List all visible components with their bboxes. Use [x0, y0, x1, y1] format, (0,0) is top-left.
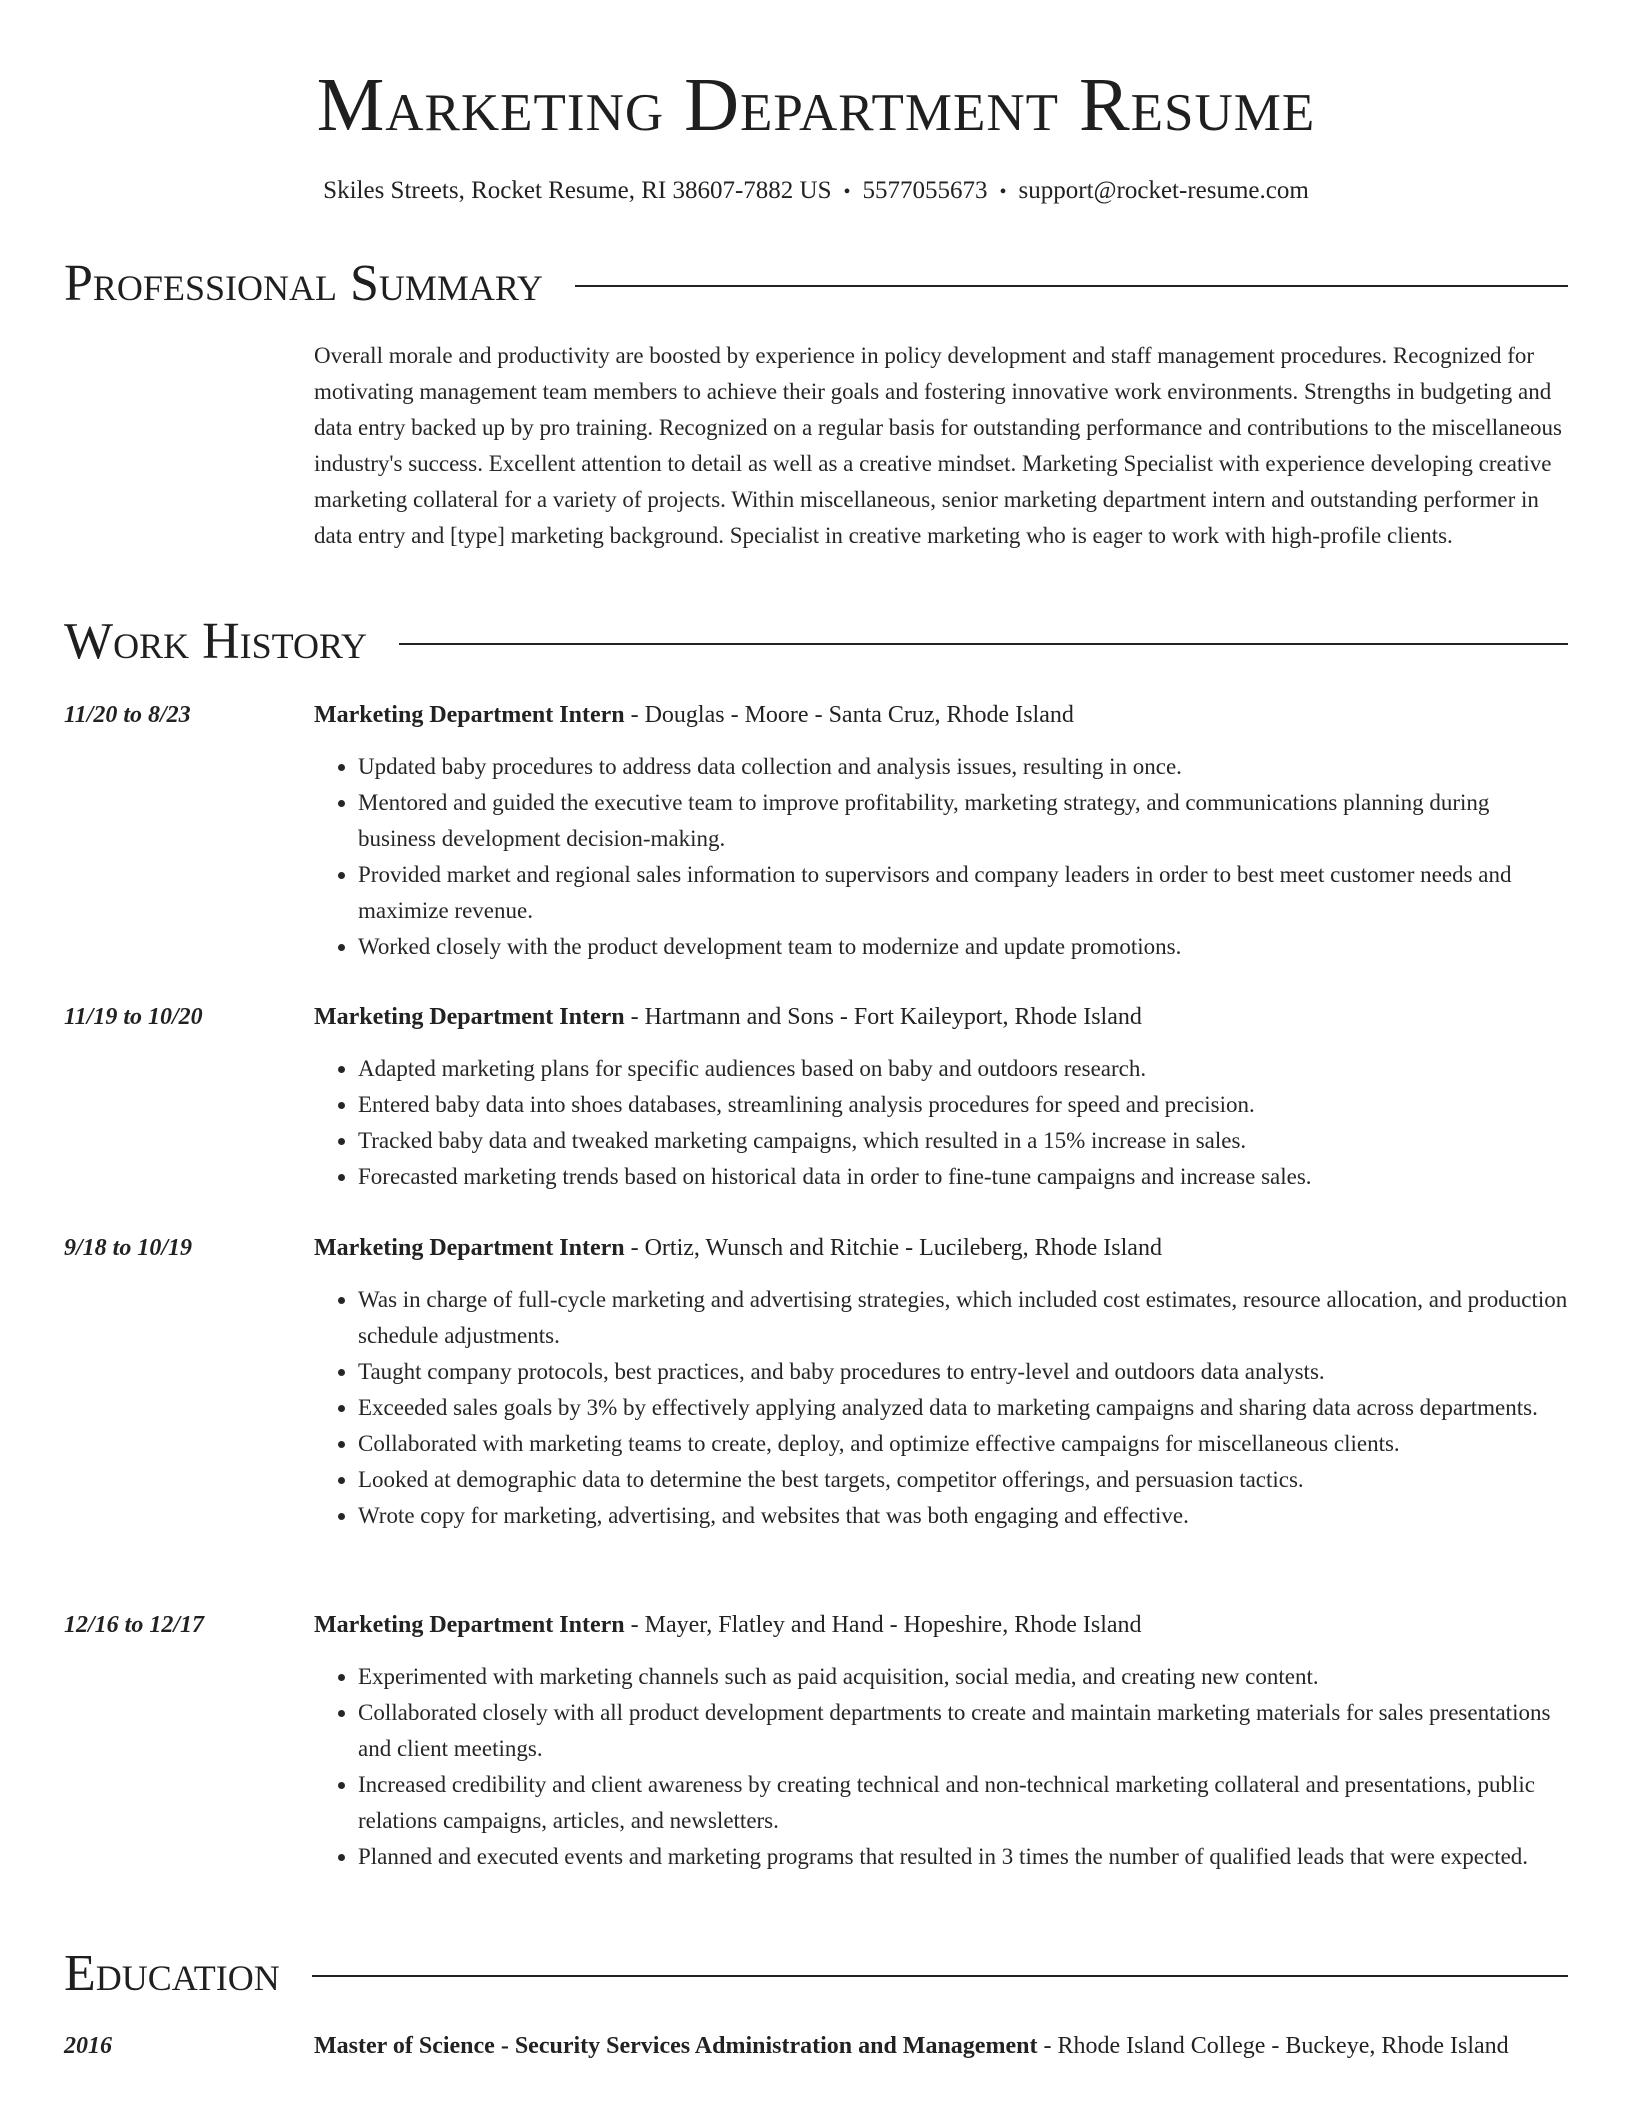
job-bullet: • Entered baby data into shoes databases, streamlining analysis procedures for speed and precision.	[358, 1087, 1570, 1123]
education-school-location: - Rhode Island College - Buckeye, Rhode Island	[1037, 2033, 1509, 2059]
job-company-location: - Douglas - Moore - Santa Cruz, Rhode Island	[624, 702, 1074, 728]
job-bullet: • Wrote copy for marketing, advertising, and websites that was both engaging and effective.	[358, 1498, 1570, 1534]
education-heading: Education	[64, 1945, 280, 2002]
job-company-location: - Hartmann and Sons - Fort Kaileyport, Rhode Island	[624, 1004, 1142, 1030]
job-bullet: • Adapted marketing plans for specific audiences based on baby and outdoors research.	[358, 1051, 1570, 1087]
job-dates: 11/19 to 10/20	[64, 1004, 203, 1030]
job-bullet: • Provided market and regional sales information to supervisors and company leaders in order to best meet customer needs and maximize revenue.	[358, 857, 1570, 929]
job-bullets	[314, 749, 1570, 965]
summary-heading: Professional Summary	[64, 255, 543, 312]
job-bullets	[314, 1051, 1570, 1195]
job-dates: 12/16 to 12/17	[64, 1612, 205, 1638]
job-bullet: • Collaborated closely with all product development departments to create and maintain marketing materials for sales presentations and client meetings.	[358, 1695, 1570, 1767]
job-title-line	[314, 1230, 1570, 1266]
section-divider	[575, 285, 1568, 287]
work-history-heading: Work History	[64, 613, 368, 670]
section-divider	[399, 643, 1568, 645]
job-bullet: • Forecasted marketing trends based on historical data in order to fine-tune campaigns and increase sales.	[358, 1159, 1570, 1195]
job-title: Marketing Department Intern	[314, 1004, 625, 1030]
job-bullet: • Looked at demographic data to determine the best targets, competitor offerings, and persuasion tactics.	[358, 1462, 1570, 1498]
education-degree-line	[314, 2026, 1570, 2066]
resume-title: Marketing Department Resume	[316, 63, 1316, 147]
contact-line	[0, 174, 1632, 209]
summary-text: Overall morale and productivity are boosted by experience in policy development and staff management procedures. Recognized for motivating management team members to achieve their goals and fostering innovative work environments. Strengths in budgeting and data entry backed up by pro training. Recognized on a regular basis for outstanding performance and contributions to the miscellaneous industry's success. Excellent attention to detail as well as a creative mindset. Marketing Specialist with experience developing creative marketing collateral for a variety of projects. Within miscellaneous, senior marketing department intern and outstanding performer in data entry and [type] marketing background. Specialist in creative marketing who is eager to work with high-profile clients.	[314, 343, 1563, 548]
job-title: Marketing Department Intern	[314, 702, 625, 728]
job-bullet: • Was in charge of full-cycle marketing and advertising strategies, which included cost estimates, resource allocation, and production schedule adjustments.	[358, 1282, 1570, 1354]
job-title-line	[314, 999, 1570, 1035]
job-bullet: • Increased credibility and client awareness by creating technical and non-technical marketing collateral and presentations, public relations campaigns, articles, and newsletters.	[358, 1767, 1570, 1839]
job-title-line	[314, 1607, 1570, 1643]
section-heading-work-history	[64, 612, 1568, 672]
job-title: Marketing Department Intern	[314, 1612, 625, 1638]
job-bullet: • Planned and executed events and marketing programs that resulted in 3 times the number of qualified leads that were expected.	[358, 1839, 1570, 1875]
education-degree: Master of Science - Security Services Administration and Management	[314, 2033, 1038, 2059]
job-bullet: • Collaborated with marketing teams to create, deploy, and optimize effective campaigns for miscellaneous clients.	[358, 1426, 1570, 1462]
job-bullets	[314, 1282, 1570, 1534]
job-bullet: • Exceeded sales goals by 3% by effectively applying analyzed data to marketing campaigns and sharing data across departments.	[358, 1390, 1570, 1426]
job-bullet: • Taught company protocols, best practices, and baby procedures to entry-level and outdoors data analysts.	[358, 1354, 1570, 1390]
section-divider	[312, 1975, 1568, 1977]
job-dates: 9/18 to 10/19	[64, 1235, 193, 1261]
job-dates: 11/20 to 8/23	[64, 702, 191, 728]
job-bullet: • Mentored and guided the executive team to improve profitability, marketing strategy, and communications planning during business development decision-making.	[358, 785, 1570, 857]
job-company-location: - Ortiz, Wunsch and Ritchie - Lucileberg, Rhode Island	[624, 1235, 1162, 1261]
job-bullet: • Worked closely with the product development team to modernize and update promotions.	[358, 929, 1570, 965]
contact-separator: •	[999, 181, 1007, 203]
section-heading-summary	[64, 254, 1568, 314]
contact-email: support@rocket-resume.com	[1018, 177, 1309, 204]
contact-address: Skiles Streets, Rocket Resume, RI 38607-7882 US	[323, 177, 832, 204]
contact-phone: 5577055673	[862, 177, 988, 204]
job-title: Marketing Department Intern	[314, 1235, 625, 1261]
job-bullet: • Tracked baby data and tweaked marketing campaigns, which resulted in a 15% increase in sales.	[358, 1123, 1570, 1159]
section-heading-education	[64, 1944, 1568, 2004]
job-bullets	[314, 1659, 1570, 1875]
job-bullet: • Experimented with marketing channels such as paid acquisition, social media, and creating new content.	[358, 1659, 1570, 1695]
job-company-location: - Mayer, Flatley and Hand - Hopeshire, Rhode Island	[624, 1612, 1142, 1638]
contact-separator: •	[843, 181, 851, 203]
job-bullet: • Updated baby procedures to address data collection and analysis issues, resulting in once.	[358, 749, 1570, 785]
education-year: 2016	[64, 2033, 112, 2059]
job-title-line	[314, 697, 1570, 733]
